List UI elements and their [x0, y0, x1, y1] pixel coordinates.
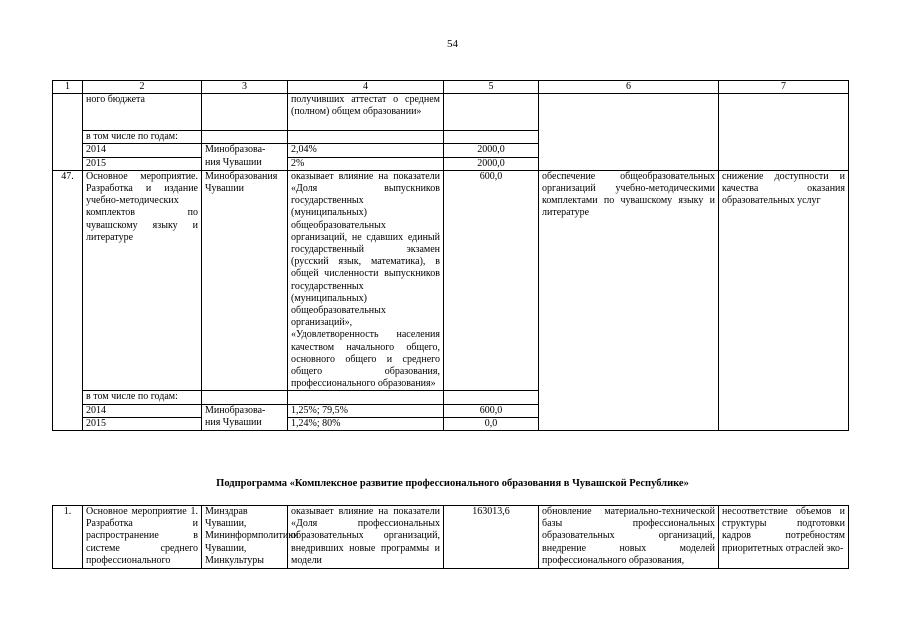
org-cell: ния Чувашии [202, 417, 288, 430]
amount-cell: 163013,6 [444, 506, 539, 569]
activity-cell: Основное мероприятие 1. Разработка и распространение в системе среднего профессионального [83, 506, 202, 569]
row-number: 47. [53, 170, 83, 430]
org-cell: Минобразова- [202, 404, 288, 417]
col-num-5: 5 [444, 81, 539, 94]
row-number: 1. [53, 506, 83, 569]
year-cell: 2015 [83, 157, 202, 170]
indicator-cell: 1,24%; 80% [288, 417, 444, 430]
amount-cell: 2000,0 [444, 144, 539, 157]
col-num-4: 4 [288, 81, 444, 94]
amount-cell: 600,0 [444, 404, 539, 417]
table-row [53, 506, 849, 569]
col-num-3: 3 [202, 81, 288, 94]
amount-cell: 2000,0 [444, 157, 539, 170]
subprogram-title: Подпрограмма «Комплексное развитие профессионального образования в Чувашской Республике» [216, 478, 689, 489]
risk-cell: снижение доступности и качества оказания образовательных услуг [719, 170, 849, 430]
org-cell: Минобразования Чувашии [202, 170, 288, 391]
program-table [52, 80, 849, 431]
org-cell: ния Чувашии [202, 157, 288, 170]
year-cell: 2014 [83, 404, 202, 417]
year-cell: 2014 [83, 144, 202, 157]
activity-cell: ного бюджета [83, 94, 202, 131]
result-cell: обновление материально-технической базы профессиональных образовательных организаций, внедрение новых моделей профессионального образования, [539, 506, 719, 569]
indicator-cell: 1,25%; 79,5% [288, 404, 444, 417]
amount-cell: 0,0 [444, 417, 539, 430]
indicator-cell: оказывает влияние на показатели «Доля профессиональных образовательных организаций, внедривших новые программы и модели [288, 506, 444, 569]
year-cell: 2015 [83, 417, 202, 430]
indicator-cell: получивших аттестат о среднем (полном) общем образовании» [288, 94, 444, 131]
amount-cell: 600,0 [444, 170, 539, 391]
result-cell: обеспечение общеобразовательных организаций учебно-методическими комплектами по чувашскому языку и литературе [539, 170, 719, 430]
indicator-cell: 2% [288, 157, 444, 170]
col-num-6: 6 [539, 81, 719, 94]
col-num-1: 1 [53, 81, 83, 94]
col-num-2: 2 [83, 81, 202, 94]
indicator-cell: 2,04% [288, 144, 444, 157]
col-num-7: 7 [719, 81, 849, 94]
table-row [53, 170, 849, 391]
indicator-cell: оказывает влияние на показатели «Доля выпускников государственных (муниципальных) общеобразовательных организаций, не сдавших единый государственный экзамен (русский язык, математика), в общей численности выпускников государственных (муниципальных) общеобразовательных организаций», «Удовлетворенность населения качеством начального общего, основного общего и среднего общего образования, профессионального образования» [288, 170, 444, 391]
by-years-label: в том числе по годам: [83, 131, 202, 144]
risk-cell: несоответствие объемов и структуры подготовки кадров потребностям приоритетных отраслей эко- [719, 506, 849, 569]
page-number: 54 [447, 38, 458, 50]
table-row [53, 94, 849, 131]
org-cell: Минобразова- [202, 144, 288, 157]
column-numbers-row [53, 81, 849, 94]
activity-cell: Основное мероприятие. Разработка и издание учебно-методических комплектов по чувашскому языку и литературе [83, 170, 202, 391]
org-cell: Минздрав Чувашии, Мининформполитики Чувашии, Минкультуры [202, 506, 288, 569]
by-years-label: в том числе по годам: [83, 391, 202, 404]
subprogram-table [52, 505, 849, 569]
